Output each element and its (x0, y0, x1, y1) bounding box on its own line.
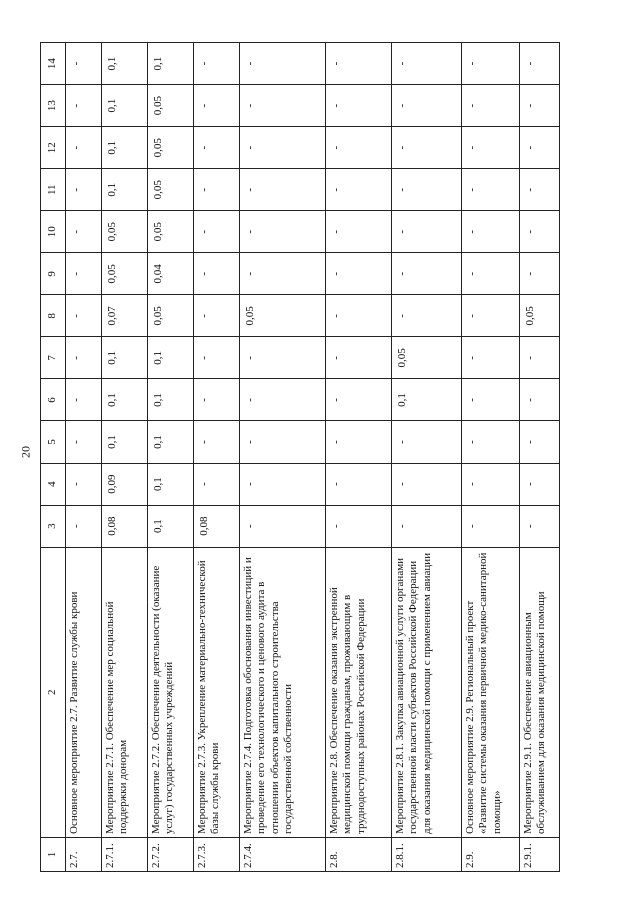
value-cell: - (194, 253, 240, 295)
value-cell: - (326, 379, 392, 421)
value-cell: - (66, 295, 102, 337)
column-header: 6 (41, 379, 66, 421)
row-name: Мероприятие 2.7.2. Обеспечение деятельности (оказание услуг) государственных учреждений (148, 547, 194, 837)
value-cell: 0,1 (392, 379, 462, 421)
value-cell: - (462, 253, 520, 295)
value-cell: 0,08 (102, 505, 148, 547)
value-cell: 0,1 (102, 85, 148, 127)
value-cell: - (194, 463, 240, 505)
row-code: 2.9.1. (520, 837, 560, 871)
value-cell: - (66, 463, 102, 505)
column-header: 3 (41, 505, 66, 547)
value-cell: 0,05 (148, 127, 194, 169)
table-row (102, 43, 148, 872)
table-sheet (40, 42, 548, 872)
value-cell: - (326, 43, 392, 85)
value-cell: - (392, 43, 462, 85)
value-cell: - (194, 421, 240, 463)
row-code: 2.8. (326, 837, 392, 871)
value-cell: - (240, 421, 326, 463)
value-cell: - (66, 505, 102, 547)
value-cell: 0,04 (148, 253, 194, 295)
value-cell: - (392, 253, 462, 295)
value-cell: - (520, 85, 560, 127)
value-cell: - (326, 337, 392, 379)
table-row (520, 43, 560, 872)
value-cell: 0,05 (148, 169, 194, 211)
table-row (326, 43, 392, 872)
table-row (462, 43, 520, 872)
indicator-table (40, 42, 560, 872)
column-header: 9 (41, 253, 66, 295)
column-header: 14 (41, 43, 66, 85)
row-code: 2.8.1. (392, 837, 462, 871)
value-cell: - (520, 169, 560, 211)
value-cell: - (462, 127, 520, 169)
value-cell: - (326, 253, 392, 295)
row-name: Основное мероприятие 2.7. Развитие службы крови (66, 547, 102, 837)
value-cell: - (462, 421, 520, 463)
value-cell: - (66, 169, 102, 211)
value-cell: 0,05 (102, 253, 148, 295)
column-header: 4 (41, 463, 66, 505)
value-cell: - (520, 337, 560, 379)
value-cell: - (240, 85, 326, 127)
value-cell: 0,05 (102, 211, 148, 253)
value-cell: - (326, 169, 392, 211)
table-row (392, 43, 462, 872)
value-cell: - (66, 337, 102, 379)
value-cell: 0,1 (148, 505, 194, 547)
value-cell: 0,09 (102, 463, 148, 505)
value-cell: - (392, 211, 462, 253)
value-cell: - (194, 337, 240, 379)
row-code: 2.7.4. (240, 837, 326, 871)
table-row (194, 43, 240, 872)
value-cell: 0,1 (102, 337, 148, 379)
value-cell: - (462, 337, 520, 379)
value-cell: - (66, 43, 102, 85)
value-cell: - (462, 211, 520, 253)
value-cell: - (240, 211, 326, 253)
value-cell: 0,05 (148, 211, 194, 253)
row-name: Мероприятие 2.7.3. Укрепление материально-технической базы службы крови (194, 547, 240, 837)
column-header: 5 (41, 421, 66, 463)
row-name: Мероприятие 2.9.1. Обеспечение авиационным обслуживанием для оказания медицинской помощи (520, 547, 560, 837)
value-cell: - (462, 85, 520, 127)
value-cell: 0,05 (392, 337, 462, 379)
table-header-row (41, 43, 66, 872)
row-name: Мероприятие 2.7.4. Подготовка обоснования инвестиций и проведение его технологического и ценового аудита в отношении объектов капитального строительства государственной собственности (240, 547, 326, 837)
row-name: Мероприятие 2.8. Обеспечение оказания экстренной медицинской помощи гражданам, проживающим в труднодоступных районах Российской Федерации (326, 547, 392, 837)
column-header: 12 (41, 127, 66, 169)
value-cell: 0,05 (148, 85, 194, 127)
value-cell: - (240, 463, 326, 505)
row-code: 2.7. (66, 837, 102, 871)
row-name: Мероприятие 2.7.1. Обеспечение мер социальной поддержки донорам (102, 547, 148, 837)
row-code: 2.9. (462, 837, 520, 871)
value-cell: - (240, 169, 326, 211)
value-cell: - (66, 379, 102, 421)
value-cell: - (520, 211, 560, 253)
row-name: Мероприятие 2.8.1. Закупка авиационной услуги органами государственной власти субъектов Российской Федерации для оказания медицинской помощи с применением авиации (392, 547, 462, 837)
value-cell: - (392, 505, 462, 547)
row-code: 2.7.2. (148, 837, 194, 871)
table-body (66, 43, 560, 872)
value-cell: 0,1 (148, 463, 194, 505)
value-cell: - (462, 169, 520, 211)
row-code: 2.7.1. (102, 837, 148, 871)
value-cell: 0,05 (240, 295, 326, 337)
value-cell: - (520, 43, 560, 85)
value-cell: - (240, 127, 326, 169)
value-cell: 0,1 (148, 379, 194, 421)
value-cell: - (520, 421, 560, 463)
value-cell: - (194, 295, 240, 337)
value-cell: - (392, 421, 462, 463)
value-cell: - (462, 379, 520, 421)
value-cell: - (240, 379, 326, 421)
value-cell: - (326, 295, 392, 337)
value-cell: - (326, 127, 392, 169)
value-cell: - (194, 379, 240, 421)
value-cell: - (194, 43, 240, 85)
value-cell: - (240, 337, 326, 379)
value-cell: - (520, 463, 560, 505)
value-cell: - (392, 463, 462, 505)
column-header: 7 (41, 337, 66, 379)
value-cell: - (520, 127, 560, 169)
column-header: 10 (41, 211, 66, 253)
value-cell: 0,07 (102, 295, 148, 337)
value-cell: - (66, 127, 102, 169)
value-cell: - (392, 85, 462, 127)
value-cell: - (66, 211, 102, 253)
value-cell: - (326, 463, 392, 505)
column-header: 13 (41, 85, 66, 127)
value-cell: - (392, 127, 462, 169)
row-code: 2.7.3. (194, 837, 240, 871)
value-cell: - (194, 127, 240, 169)
value-cell: 0,05 (148, 295, 194, 337)
value-cell: - (326, 421, 392, 463)
value-cell: - (240, 43, 326, 85)
rotated-table-container (40, 42, 548, 872)
row-name: Основное мероприятие 2.9. Региональный проект «Развитие системы оказания первичной медико-санитарной помощи» (462, 547, 520, 837)
value-cell: 0,1 (102, 421, 148, 463)
value-cell: - (326, 211, 392, 253)
value-cell: - (520, 505, 560, 547)
value-cell: - (392, 295, 462, 337)
value-cell: - (462, 43, 520, 85)
value-cell: 0,1 (102, 169, 148, 211)
value-cell: - (240, 253, 326, 295)
value-cell: 0,05 (520, 295, 560, 337)
value-cell: - (194, 211, 240, 253)
value-cell: - (66, 253, 102, 295)
table-row (148, 43, 194, 872)
value-cell: 0,08 (194, 505, 240, 547)
value-cell: - (326, 85, 392, 127)
column-header: 11 (41, 169, 66, 211)
value-cell: - (240, 505, 326, 547)
value-cell: - (462, 505, 520, 547)
value-cell: - (462, 295, 520, 337)
value-cell: 0,1 (148, 337, 194, 379)
value-cell: - (66, 85, 102, 127)
column-header: 2 (41, 547, 66, 837)
value-cell: 0,1 (148, 421, 194, 463)
value-cell: - (194, 85, 240, 127)
column-header: 1 (41, 837, 66, 871)
value-cell: 0,1 (102, 43, 148, 85)
value-cell: - (66, 421, 102, 463)
value-cell: - (520, 379, 560, 421)
table-row (66, 43, 102, 872)
value-cell: 0,1 (148, 43, 194, 85)
value-cell: 0,1 (102, 379, 148, 421)
value-cell: - (392, 169, 462, 211)
value-cell: 0,1 (102, 127, 148, 169)
value-cell: - (326, 505, 392, 547)
value-cell: - (194, 169, 240, 211)
page-number: 20 (18, 446, 33, 458)
column-header: 8 (41, 295, 66, 337)
value-cell: - (520, 253, 560, 295)
value-cell: - (462, 463, 520, 505)
table-row (240, 43, 326, 872)
